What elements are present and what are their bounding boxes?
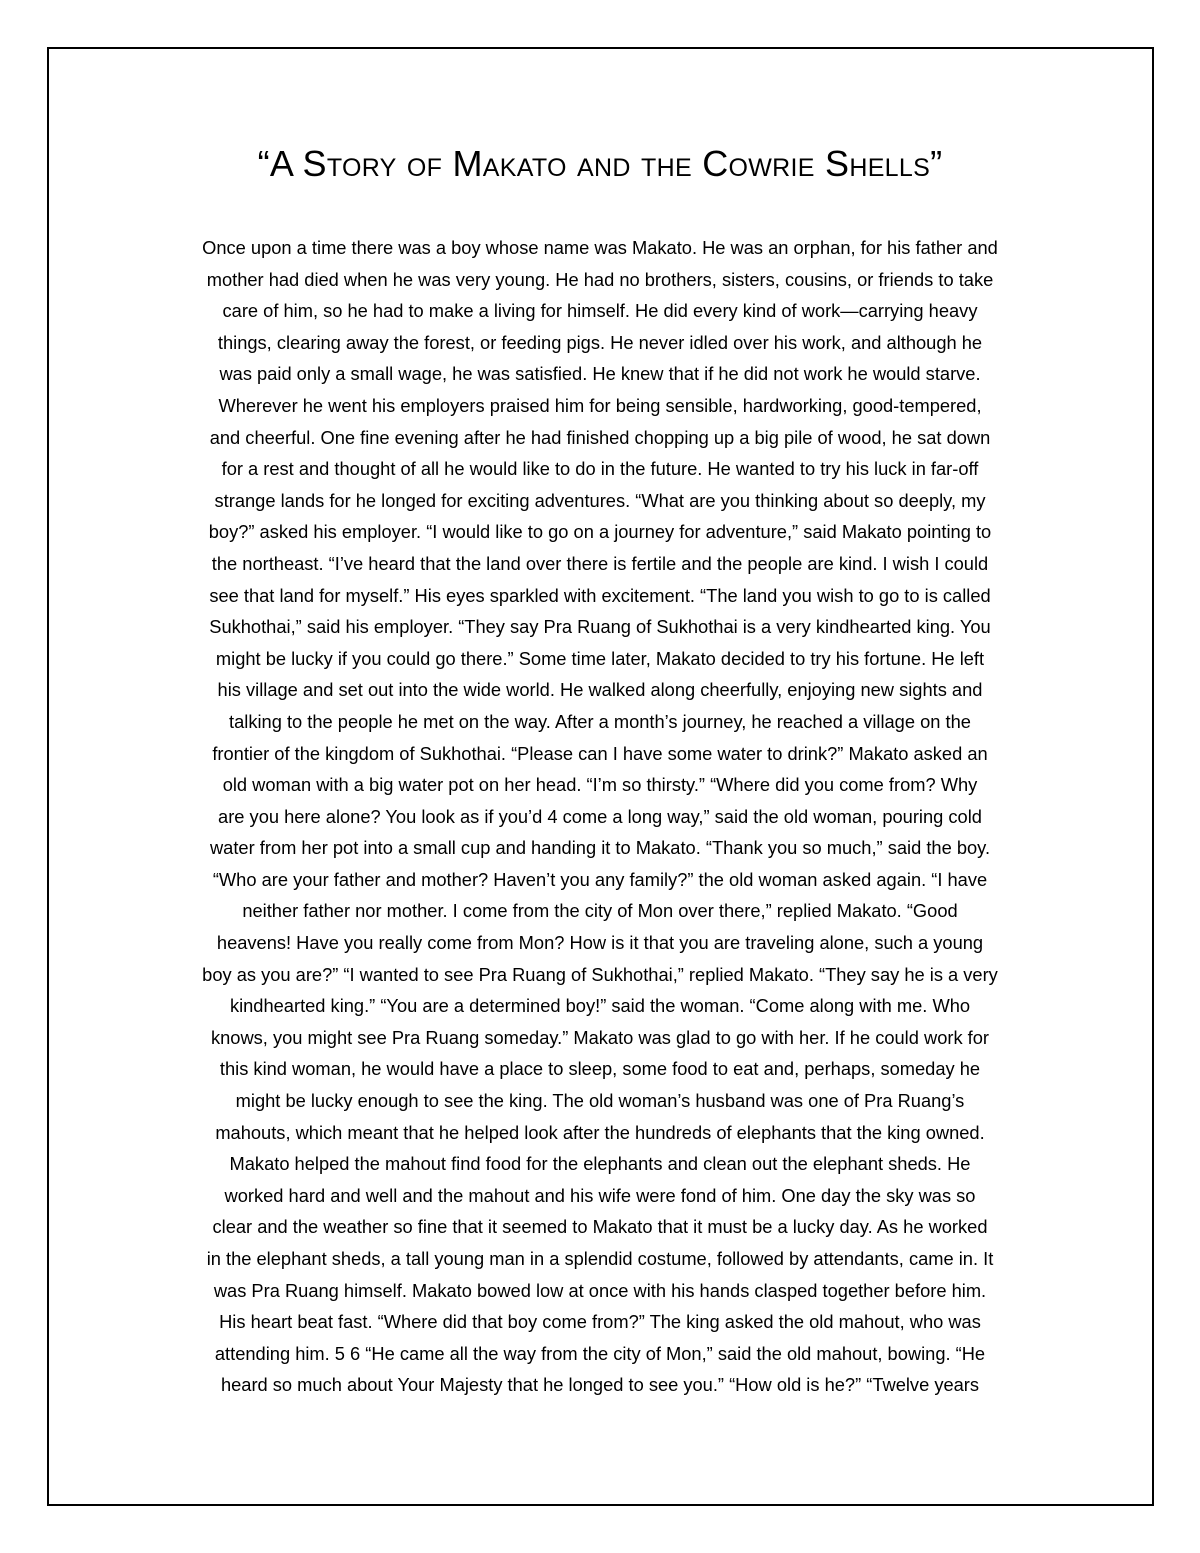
story-line: in the elephant sheds, a tall young man in a splendid costume, followed by attendants, came in. It [206,1248,994,1269]
story-line: talking to the people he met on the way. After a month’s journey, he reached a village on the [229,710,971,732]
story-line: his village and set out into the wide world. He walked along cheerfully, enjoying new sights and [217,679,983,701]
story-line: mother had died when he was very young. He had no brothers, sisters, cousins, or friends to take [206,268,994,290]
story-line: old woman with a big water pot on her head. “I’m so thirsty.” “Where did you come from? Why [222,774,978,796]
story-line: might be lucky if you could go there.” Some time later, Makato decided to try his fortune. He left [215,647,985,669]
story-line: are you here alone? You look as if you’d 4 come a long way,” said the old woman, pouring cold [218,805,982,827]
story-line: worked hard and well and the mahout and his wife were fond of him. One day the sky was so [224,1184,976,1206]
story-line: clear and the weather so fine that it seemed to Makato that it must be a lucky day. As he worked [212,1216,988,1238]
story-line: “Who are your father and mother? Haven’t you any family?” the old woman asked again. “I have [212,868,988,890]
story-line: boy?” asked his employer. “I would like to go on a journey for adventure,” said Makato pointing to [208,521,992,543]
story-line: attending him. 5 6 “He came all the way from the city of Mon,” said the old mahout, bowing. “He [214,1342,986,1364]
story-line: the northeast. “I’ve heard that the land over there is fertile and the people are kind. I wish I could [211,552,989,574]
story-line: His heart beat fast. “Where did that boy come from?” The king asked the old mahout, who was [219,1311,981,1333]
story-line: mahouts, which meant that he helped look after the hundreds of elephants that the king owned. [215,1121,985,1143]
story-line: was Pra Ruang himself. Makato bowed low at once with his hands clasped together before him. [213,1279,987,1301]
story-line: heard so much about Your Majesty that he longed to see you.” “How old is he?” “Twelve years [220,1374,980,1396]
story-line: Once upon a time there was a boy whose name was Makato. He was an orphan, for his father and [202,237,998,258]
story-line: for a rest and thought of all he would like to do in the future. He wanted to try his luck in far-off [221,458,979,480]
story-line: knows, you might see Pra Ruang someday.” Makato was glad to go with her. If he could work for [210,1026,989,1048]
story-line: Makato helped the mahout find food for the elephants and clean out the elephant sheds. He [229,1153,971,1175]
story-line: kindhearted king.” “You are a determined boy!” said the woman. “Come along with me. Who [229,995,971,1017]
story-line: and cheerful. One fine evening after he had finished chopping up a big pile of wood, he sat down [209,426,991,448]
story-line: was paid only a small wage, he was satisfied. He knew that if he did not work he would starve. [219,363,981,385]
story-line: boy as you are?” “I wanted to see Pra Ruang of Sukhothai,” replied Makato. “They say he is a very [202,963,998,985]
story-line: things, clearing away the forest, or feeding pigs. He never idled over his work, and although he [217,331,983,353]
story-line: might be lucky enough to see the king. The old woman’s husband was one of Pra Ruang’s [235,1090,965,1112]
story-line: care of him, so he had to make a living for himself. He did every kind of work—carrying heavy [222,300,978,322]
story-line: Wherever he went his employers praised him for being sensible, hardworking, good-tempered, [218,394,982,416]
story-body [80,232,1120,1401]
story-line: heavens! Have you really come from Mon? How is it that you are traveling alone, such a young [216,932,984,954]
story-line: this kind woman, he would have a place to sleep, some food to eat and, perhaps, someday he [219,1058,981,1080]
story-line: Sukhothai,” said his employer. “They say Pra Ruang of Sukhothai is a very kindhearted king. You [209,616,991,638]
story-line: see that land for myself.” His eyes sparkled with excitement. “The land you wish to go to is called [209,584,991,606]
story-line: neither father nor mother. I come from the city of Mon over there,” replied Makato. “Good [242,900,958,922]
story-line: water from her pot into a small cup and handing it to Makato. “Thank you so much,” said the boy. [209,837,991,859]
story-title: “A Story of Makato and the Cowrie Shells” [257,143,943,184]
story-line: strange lands for he longed for exciting adventures. “What are you thinking about so deeply, my [214,489,986,511]
story-line: frontier of the kingdom of Sukhothai. “Please can I have some water to drink?” Makato asked an [212,742,988,764]
